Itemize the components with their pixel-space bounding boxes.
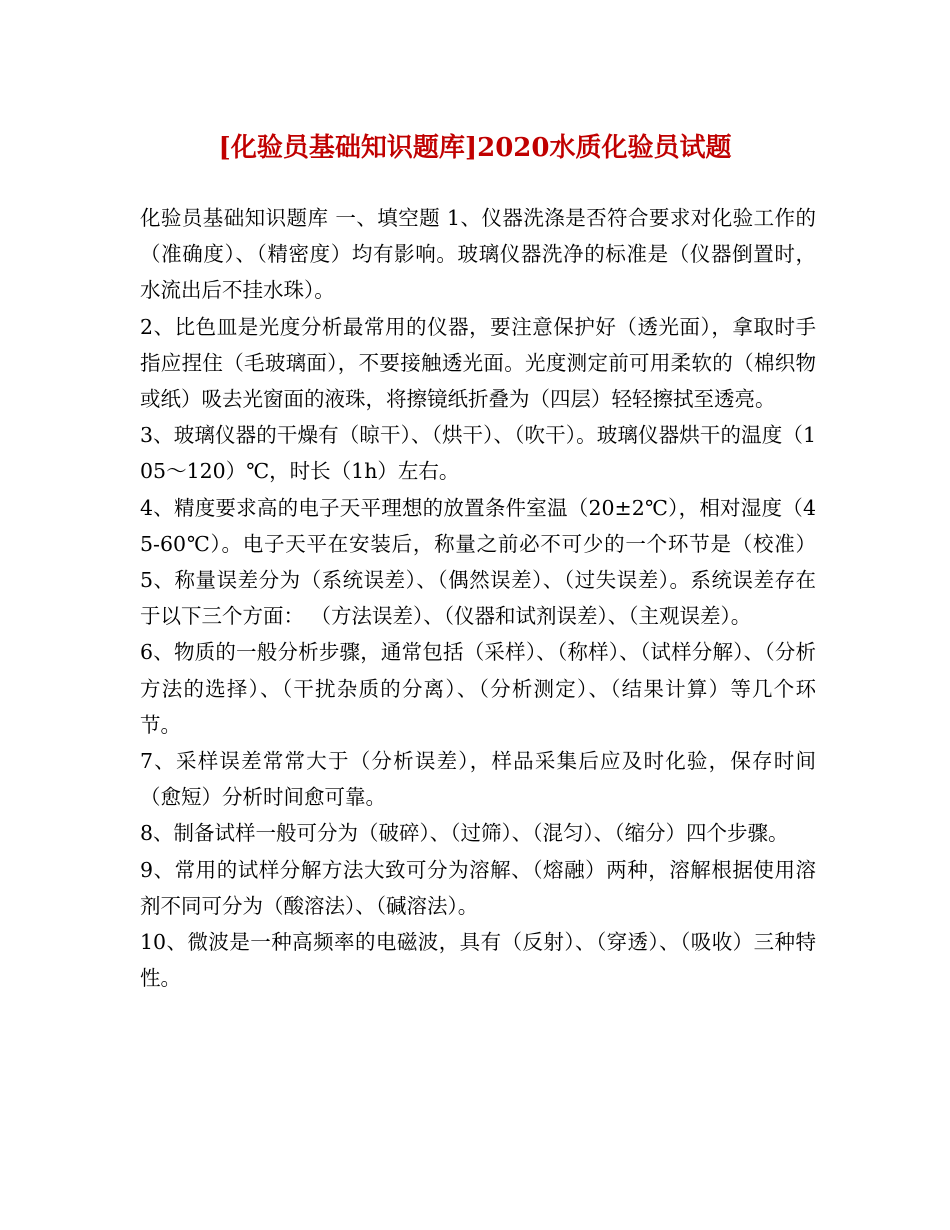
paragraph-6: 6、物质的一般分析步骤，通常包括（采样）、（称样）、（试样分解）、（分析方法的选择）、（干扰杂质的分离）、（分析测定）、（结果计算）等几个环节。 (140, 640, 816, 737)
paragraph-9: 9、常用的试样分解方法大致可分为溶解、（熔融）两种，溶解根据使用溶剂不同可分为（酸溶法）、（碱溶法）。 (140, 857, 816, 918)
paragraph-8: 8、制备试样一般可分为（破碎）、（过筛）、（混匀）、（缩分）四个步骤。 (140, 821, 789, 846)
paragraph-7: 7、采样误差常常大于（分析误差），样品采集后应及时化验，保存时间（愈短）分析时间愈可靠。 (140, 749, 816, 810)
paragraph-1: 化验员基础知识题库 一、填空题 1、仪器洗涤是否符合要求对化验工作的（准确度）、（精密度）均有影响。玻璃仪器洗净的标准是（仪器倒置时，水流出后不挂水珠）。 (140, 206, 816, 303)
document-body (140, 200, 816, 996)
document-title: [化验员基础知识题库]2020水质化验员试题 (218, 133, 732, 163)
paragraph-10: 10、微波是一种高频率的电磁波，具有（反射）、（穿透）、（吸收）三种特性。 (140, 930, 816, 991)
paragraph-2: 2、比色皿是光度分析最常用的仪器，要注意保护好（透光面），拿取时手指应捏住（毛玻璃面），不要接触透光面。光度测定前可用柔软的（棉织物或纸）吸去光窗面的液珠，将擦镜纸折叠为（四层）轻轻擦拭至透亮。 (140, 314, 816, 412)
paragraph-4: 4、精度要求高的电子天平理想的放置条件室温（20±2℃），相对湿度（45-60℃）。电子天平在安装后，称量之前必不可少的一个环节是（校准） 5、称量误差分为（系统误差）、（偶然误差）、（过失误差）。系统误差存在于以下三个方面： （方法误差）、（仪器和试剂误差）、（主观误差）。 (140, 495, 816, 629)
paragraph-3: 3、玻璃仪器的干燥有（晾干）、（烘干）、（吹干）。玻璃仪器烘干的温度（105～120）℃，时长（1h）左右。 (140, 423, 816, 484)
